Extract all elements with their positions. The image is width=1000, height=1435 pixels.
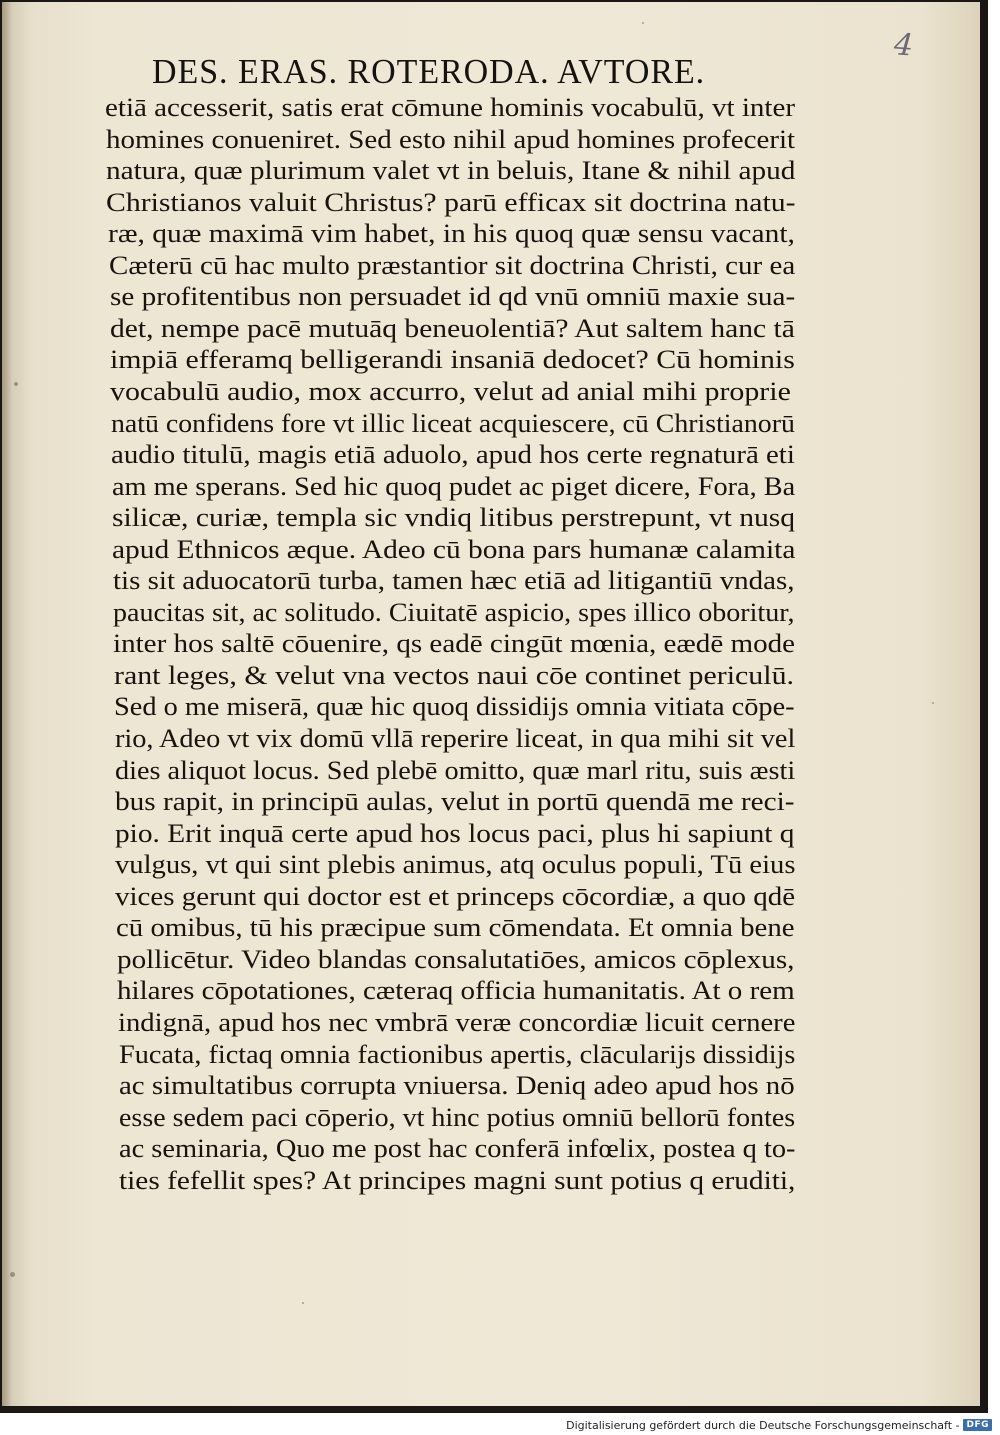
paper-speck <box>14 382 18 386</box>
funding-credit-text: Digitalisierung gefördert durch die Deutsche Forschungsgemeinschaft - <box>566 1418 960 1432</box>
text-line: cū omibus, tū his præcipue sum cōmendata. Et omnia bene <box>116 913 795 943</box>
text-line: se profitentibus non persuadet id qd vnū omniū maxie sua- <box>110 282 796 312</box>
text-line: etiā accesserit, satis erat cōmune hominis vocabulū, vt inter <box>105 93 796 122</box>
text-line: ac simultatibus corrupta vniuersa. Deniq adeo apud hos nō <box>119 1071 795 1101</box>
text-line: indignā, apud hos nec vmbrā veræ concordiæ licuit cernere <box>118 1007 796 1037</box>
paper-speck <box>10 1272 15 1277</box>
footer-credit <box>566 1417 992 1433</box>
text-line: tis sit aduocatorū turba, tamen hæc etiā ad litigantiū vndas, <box>113 566 795 596</box>
text-line: ræ, quæ maximā vim habet, in his quoq quæ sensu vacant, <box>108 219 795 249</box>
text-line: impiā efferamq belligerandi insaniā dedocet? Cū hominis <box>110 345 795 375</box>
text-line: rant leges, & velut vna vectos naui cōe continet periculū. <box>114 660 794 690</box>
text-line: vulgus, vt qui sint plebis animus, atq oculus populi, Tū eius <box>115 850 796 880</box>
text-line: Sed o me miserā, quæ hic quoq dissidijs omnia vitiata cōpe- <box>114 692 795 722</box>
paper-speck <box>302 1302 304 1304</box>
text-line: vices gerunt qui doctor est et princeps cōcordiæ, a quo qdē <box>115 881 796 911</box>
scanned-page <box>2 2 980 1406</box>
text-line: audio titulū, magis etiā aduolo, apud hos certe regnaturā eti <box>111 440 795 470</box>
text-line: det, nempe pacē mutuāq beneuolentiā? Aut saltem hanc tā <box>110 313 795 343</box>
text-line: vocabulū audio, mox accurro, velut ad anial mihi proprie <box>110 376 791 406</box>
text-line: silicæ, curiæ, templa sic vndiq litibus perstrepunt, vt nusq <box>112 503 796 533</box>
text-line: hilares cōpotationes, cæteraq officia humanitatis. At o rem <box>117 976 795 1006</box>
text-line: dies aliquot locus. Sed plebē omitto, quæ marl ritu, suis æsti <box>115 755 796 785</box>
text-line: Christianos valuit Christus? parū efficax sit doctrina natu- <box>106 187 796 217</box>
text-line: Cæterū cū hac multo præstantior sit doctrina Christi, cur ea <box>109 250 796 280</box>
text-line: natura, quæ plurimum valet vt in beluis, Itane & nihil apud <box>106 156 796 186</box>
paper-speck <box>642 22 644 24</box>
text-line: pollicētur. Video blandas consalutatiōes, amicos cōplexus, <box>117 944 795 974</box>
dfg-logo-icon: DFG <box>963 1419 992 1431</box>
text-line: bus rapit, in principū aulas, velut in portū quendā me reci- <box>115 787 795 817</box>
paper-speck <box>932 702 934 704</box>
page-gutter-shadow <box>2 2 12 1406</box>
text-line: paucitas sit, ac solitudo. Ciuitatē aspicio, spes illico oboritur, <box>113 597 795 627</box>
text-line: esse sedem paci cōperio, vt hinc potius omniū bellorū fontes <box>119 1102 796 1132</box>
text-line: rio, Adeo vt vix domū vllā reperire liceat, in qua mihi sit vel <box>115 724 796 753</box>
text-line: inter hos saltē cōuenire, qs eadē cingūt mœnia, eædē mode <box>113 629 796 659</box>
running-head: DES. ERAS. ROTERODA. AVTORE. <box>152 52 706 91</box>
text-line: am me sperans. Sed hic quoq pudet ac piget dicere, Fora, Ba <box>112 471 796 501</box>
text-line: Fucata, fictaq omnia factionibus apertis, clācularijs dissidijs <box>119 1039 796 1069</box>
text-line: pio. Erit inquā certe apud hos locus paci, plus hi sapiunt q <box>115 818 795 848</box>
text-line: homines conueniret. Sed esto nihil apud homines profecerit <box>106 124 796 154</box>
text-line: ac seminaria, Quo me post hac conferā infœlix, postea q to- <box>119 1134 796 1164</box>
text-line: apud Ethnicos æque. Adeo cū bona pars humanæ calamita <box>112 534 796 564</box>
folio-number: 4 <box>892 27 915 64</box>
text-line: ties fefellit spes? At principes magni sunt potius q eruditi, <box>119 1165 796 1195</box>
text-line: natū confidens fore vt illic liceat acquiescere, cū Christianorū <box>111 408 795 438</box>
